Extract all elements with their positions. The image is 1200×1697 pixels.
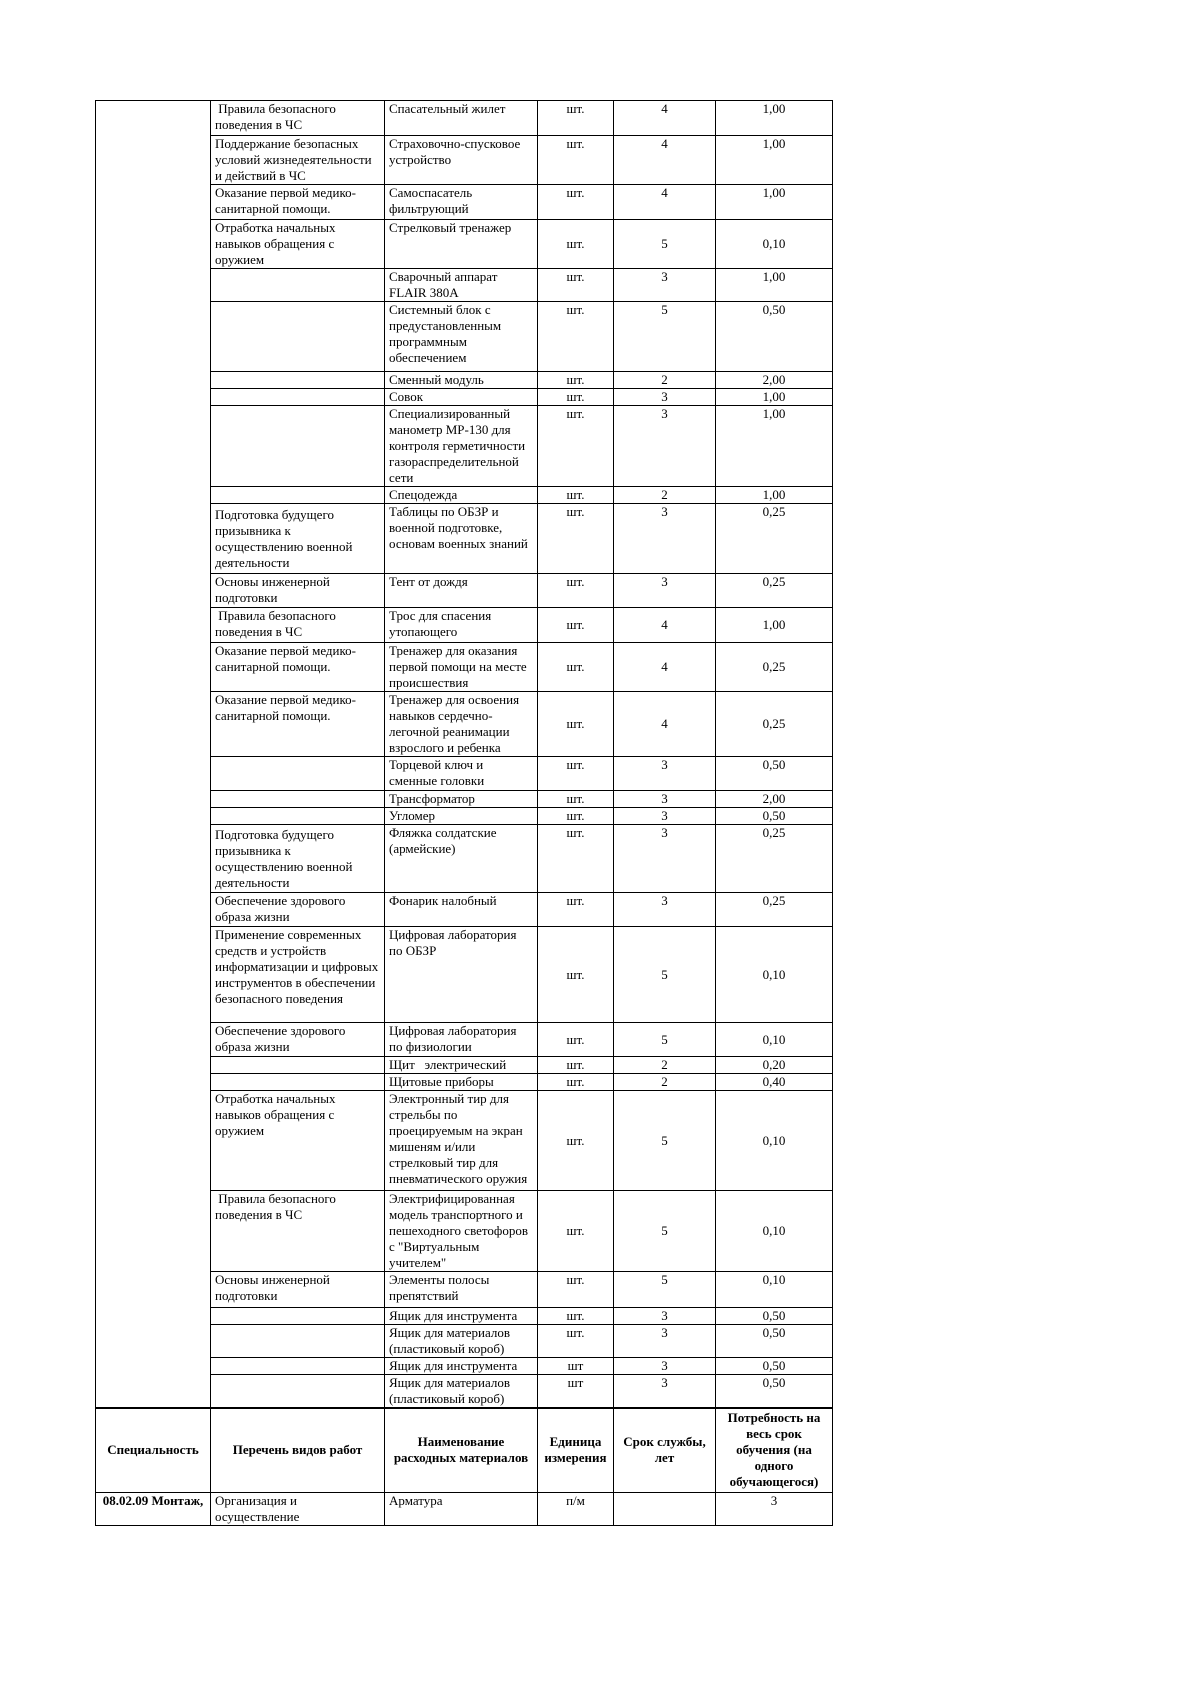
- unit-cell: шт.: [538, 643, 614, 692]
- material-cell: Тренажер для оказания первой помощи на месте происшествия: [385, 643, 538, 692]
- life-cell: 4: [614, 608, 716, 643]
- consumables-table: [95, 100, 833, 1526]
- need-cell: 0,50: [716, 1358, 833, 1375]
- life-cell: 4: [614, 101, 716, 136]
- need-cell: 0,10: [716, 927, 833, 1023]
- specialty-cell: 08.02.09 Монтаж,: [96, 1492, 211, 1525]
- work-cell: [211, 406, 385, 487]
- need-cell: 2,00: [716, 372, 833, 389]
- material-cell: Самоспасатель фильтрующий: [385, 185, 538, 220]
- unit-cell: шт.: [538, 406, 614, 487]
- work-cell: [211, 372, 385, 389]
- need-cell: 1,00: [716, 269, 833, 302]
- need-cell: 0,50: [716, 1325, 833, 1358]
- work-cell: [211, 1074, 385, 1091]
- life-cell: 4: [614, 185, 716, 220]
- work-cell: [211, 269, 385, 302]
- material-cell: Ящик для инструмента: [385, 1358, 538, 1375]
- life-cell: 5: [614, 1272, 716, 1308]
- work-cell: Подготовка будущего призывника к осуществлению военной деятельности: [211, 825, 385, 893]
- unit-cell: шт.: [538, 1325, 614, 1358]
- material-cell: Щит электрический: [385, 1057, 538, 1074]
- material-cell: Сварочный аппарат FLAIR 380А: [385, 269, 538, 302]
- life-cell: 3: [614, 1358, 716, 1375]
- need-cell: 0,10: [716, 1272, 833, 1308]
- unit-cell: шт.: [538, 487, 614, 504]
- work-cell: Основы инженерной подготовки: [211, 574, 385, 608]
- unit-cell: шт.: [538, 136, 614, 185]
- life-cell: 5: [614, 927, 716, 1023]
- unit-cell: шт.: [538, 1308, 614, 1325]
- header-materials: Наименование расходных материалов: [385, 1408, 538, 1492]
- need-cell: 3: [716, 1492, 833, 1525]
- unit-cell: шт.: [538, 389, 614, 406]
- life-cell: 2: [614, 1074, 716, 1091]
- unit-cell: шт.: [538, 1272, 614, 1308]
- material-cell: Элементы полосы препятствий: [385, 1272, 538, 1308]
- material-cell: Арматура: [385, 1492, 538, 1525]
- work-cell: Отработка начальных навыков обращения с оружием: [211, 1091, 385, 1191]
- material-cell: Сменный модуль: [385, 372, 538, 389]
- unit-cell: шт.: [538, 302, 614, 372]
- unit-cell: шт.: [538, 791, 614, 808]
- work-cell: [211, 808, 385, 825]
- unit-cell: шт: [538, 1358, 614, 1375]
- table-row: [96, 1492, 833, 1525]
- unit-cell: шт.: [538, 101, 614, 136]
- material-cell: Угломер: [385, 808, 538, 825]
- unit-cell: шт.: [538, 893, 614, 927]
- work-cell: Оказание первой медико-санитарной помощи.: [211, 643, 385, 692]
- unit-cell: шт.: [538, 825, 614, 893]
- life-cell: 5: [614, 302, 716, 372]
- material-cell: Трансформатор: [385, 791, 538, 808]
- life-cell: 5: [614, 220, 716, 269]
- material-cell: Цифровая лаборатория по физиологии: [385, 1023, 538, 1057]
- unit-cell: шт.: [538, 808, 614, 825]
- material-cell: Цифровая лаборатория по ОБЗР: [385, 927, 538, 1023]
- unit-cell: шт.: [538, 1074, 614, 1091]
- need-cell: 0,10: [716, 1023, 833, 1057]
- work-cell: [211, 1375, 385, 1409]
- work-cell: [211, 757, 385, 791]
- work-cell: Основы инженерной подготовки: [211, 1272, 385, 1308]
- life-cell: 3: [614, 1308, 716, 1325]
- header-need: Потребность на весь срок обучения (на одного обучающегося): [716, 1408, 833, 1492]
- need-cell: 2,00: [716, 791, 833, 808]
- material-cell: Спецодежда: [385, 487, 538, 504]
- material-cell: Трос для спасения утопающего: [385, 608, 538, 643]
- work-cell: Оказание первой медико-санитарной помощи.: [211, 692, 385, 757]
- unit-cell: шт.: [538, 185, 614, 220]
- work-cell: [211, 1358, 385, 1375]
- need-cell: 0,10: [716, 1191, 833, 1272]
- unit-cell: шт.: [538, 692, 614, 757]
- need-cell: 0,25: [716, 692, 833, 757]
- need-cell: 0,40: [716, 1074, 833, 1091]
- life-cell: 3: [614, 893, 716, 927]
- header-specialty: Специальность: [96, 1408, 211, 1492]
- life-cell: 5: [614, 1023, 716, 1057]
- life-cell: 3: [614, 406, 716, 487]
- material-cell: Ящик для материалов (пластиковый короб): [385, 1325, 538, 1358]
- need-cell: 1,00: [716, 185, 833, 220]
- work-cell: Правила безопасного поведения в ЧС: [211, 101, 385, 136]
- specialty-cell-empty: [96, 101, 211, 1409]
- work-cell: [211, 791, 385, 808]
- need-cell: 1,00: [716, 487, 833, 504]
- life-cell: 3: [614, 1375, 716, 1409]
- need-cell: 1,00: [716, 389, 833, 406]
- material-cell: Спасательный жилет: [385, 101, 538, 136]
- life-cell: 4: [614, 643, 716, 692]
- unit-cell: шт.: [538, 1057, 614, 1074]
- life-cell: 2: [614, 1057, 716, 1074]
- life-cell: 5: [614, 1191, 716, 1272]
- material-cell: Страховочно-спусковое устройство: [385, 136, 538, 185]
- unit-cell: шт.: [538, 220, 614, 269]
- material-cell: Специализированный манометр МР-130 для контроля герметичности газораспределительной сети: [385, 406, 538, 487]
- work-cell: Оказание первой медико-санитарной помощи.: [211, 185, 385, 220]
- material-cell: Стрелковый тренажер: [385, 220, 538, 269]
- material-cell: Щитовые приборы: [385, 1074, 538, 1091]
- work-cell: [211, 1057, 385, 1074]
- need-cell: 0,25: [716, 643, 833, 692]
- life-cell: 3: [614, 269, 716, 302]
- unit-cell: шт.: [538, 757, 614, 791]
- unit-cell: шт.: [538, 504, 614, 574]
- work-cell: [211, 1325, 385, 1358]
- table-row: [96, 101, 833, 136]
- need-cell: 0,25: [716, 504, 833, 574]
- life-cell: 3: [614, 1325, 716, 1358]
- life-cell: 4: [614, 692, 716, 757]
- unit-cell: шт.: [538, 1091, 614, 1191]
- need-cell: 1,00: [716, 608, 833, 643]
- need-cell: 0,50: [716, 1375, 833, 1409]
- work-cell: [211, 1308, 385, 1325]
- work-cell: [211, 302, 385, 372]
- work-cell: Обеспечение здорового образа жизни: [211, 1023, 385, 1057]
- material-cell: Ящик для материалов (пластиковый короб): [385, 1375, 538, 1409]
- material-cell: Таблицы по ОБЗР и военной подготовке, основам военных знаний: [385, 504, 538, 574]
- material-cell: Фонарик налобный: [385, 893, 538, 927]
- life-cell: [614, 1492, 716, 1525]
- life-cell: 3: [614, 825, 716, 893]
- life-cell: 3: [614, 757, 716, 791]
- header-unit: Единица измерения: [538, 1408, 614, 1492]
- need-cell: 1,00: [716, 101, 833, 136]
- life-cell: 2: [614, 487, 716, 504]
- need-cell: 0,10: [716, 1091, 833, 1191]
- life-cell: 3: [614, 574, 716, 608]
- material-cell: Электрифицированная модель транспортного и пешеходного светофоров с "Виртуальным учителем": [385, 1191, 538, 1272]
- table-header-row: [96, 1408, 833, 1492]
- material-cell: Тренажер для освоения навыков сердечно-легочной реанимации взрослого и ребенка: [385, 692, 538, 757]
- unit-cell: шт.: [538, 372, 614, 389]
- material-cell: Тент от дождя: [385, 574, 538, 608]
- unit-cell: шт.: [538, 1191, 614, 1272]
- table-body: [96, 101, 833, 1526]
- need-cell: 1,00: [716, 406, 833, 487]
- need-cell: 0,50: [716, 302, 833, 372]
- need-cell: 0,20: [716, 1057, 833, 1074]
- life-cell: 3: [614, 389, 716, 406]
- material-cell: Торцевой ключ и сменные головки: [385, 757, 538, 791]
- need-cell: 0,25: [716, 574, 833, 608]
- unit-cell: шт.: [538, 1023, 614, 1057]
- unit-cell: шт.: [538, 608, 614, 643]
- unit-cell: шт: [538, 1375, 614, 1409]
- material-cell: Фляжка солдатские (армейские): [385, 825, 538, 893]
- life-cell: 3: [614, 808, 716, 825]
- life-cell: 2: [614, 372, 716, 389]
- need-cell: 0,25: [716, 825, 833, 893]
- unit-cell: шт.: [538, 927, 614, 1023]
- need-cell: 0,50: [716, 1308, 833, 1325]
- work-cell: Подготовка будущего призывника к осуществлению военной деятельности: [211, 504, 385, 574]
- life-cell: 3: [614, 791, 716, 808]
- material-cell: Ящик для инструмента: [385, 1308, 538, 1325]
- unit-cell: шт.: [538, 269, 614, 302]
- header-life: Срок службы, лет: [614, 1408, 716, 1492]
- unit-cell: п/м: [538, 1492, 614, 1525]
- header-works: Перечень видов работ: [211, 1408, 385, 1492]
- work-cell: Обеспечение здорового образа жизни: [211, 893, 385, 927]
- work-cell: Организация и осуществление: [211, 1492, 385, 1525]
- need-cell: 0,50: [716, 808, 833, 825]
- work-cell: Правила безопасного поведения в ЧС: [211, 1191, 385, 1272]
- material-cell: Системный блок с предустановленным программным обеспечением: [385, 302, 538, 372]
- unit-cell: шт.: [538, 574, 614, 608]
- material-cell: Электронный тир для стрельбы по проецируемым на экран мишеням и/или стрелковый тир для пневматического оружия: [385, 1091, 538, 1191]
- work-cell: [211, 487, 385, 504]
- need-cell: 0,50: [716, 757, 833, 791]
- need-cell: 0,10: [716, 220, 833, 269]
- life-cell: 5: [614, 1091, 716, 1191]
- work-cell: Поддержание безопасных условий жизнедеятельности и действий в ЧС: [211, 136, 385, 185]
- need-cell: 1,00: [716, 136, 833, 185]
- life-cell: 4: [614, 136, 716, 185]
- work-cell: [211, 389, 385, 406]
- work-cell: Отработка начальных навыков обращения с оружием: [211, 220, 385, 269]
- material-cell: Совок: [385, 389, 538, 406]
- need-cell: 0,25: [716, 893, 833, 927]
- life-cell: 3: [614, 504, 716, 574]
- work-cell: Правила безопасного поведения в ЧС: [211, 608, 385, 643]
- work-cell: Применение современных средств и устройств информатизации и цифровых инструментов в обеспечении безопасного поведения: [211, 927, 385, 1023]
